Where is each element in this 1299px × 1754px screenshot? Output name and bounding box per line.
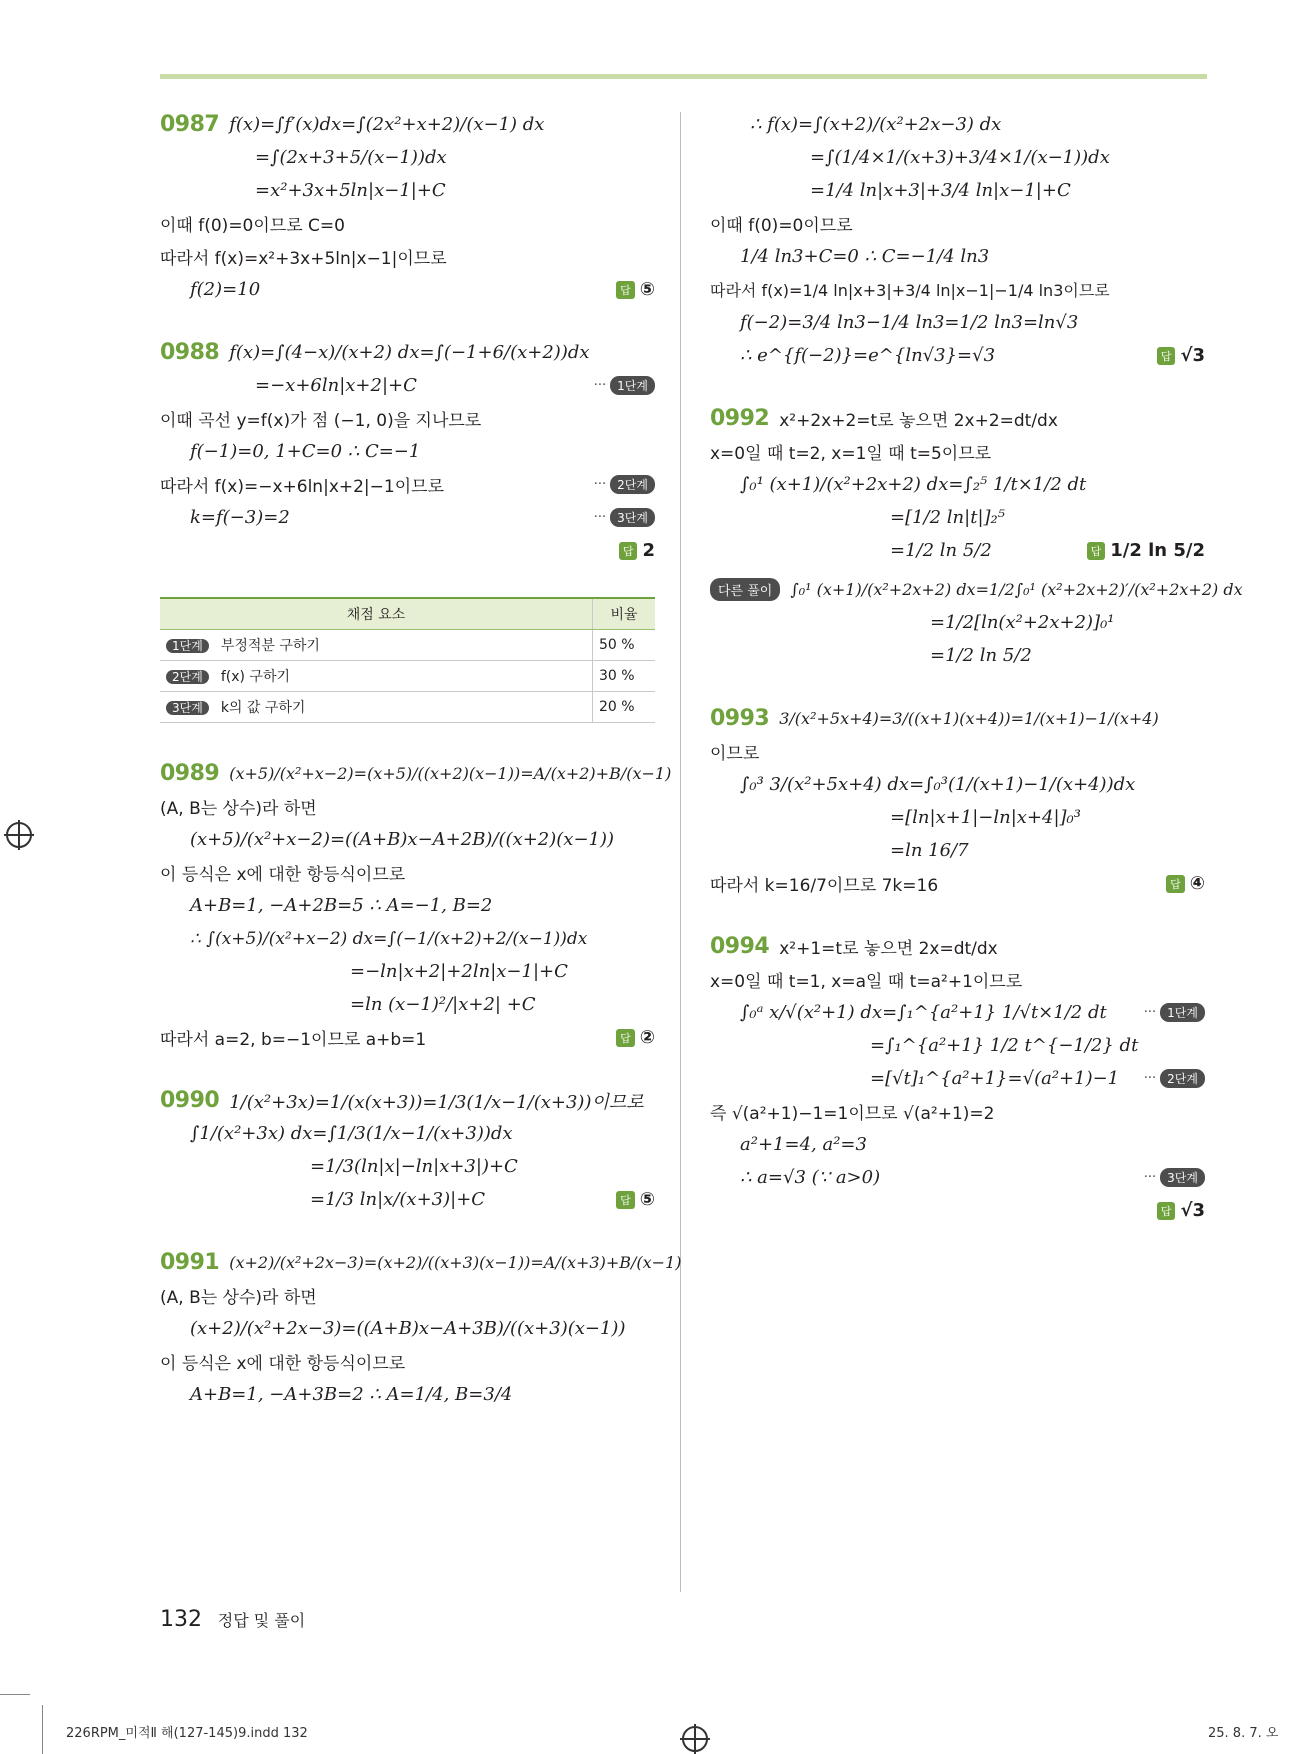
solution-line: 이때 f(0)=0이므로 C=0 bbox=[160, 216, 345, 236]
solution-line: ∫₀¹ (x+1)/(x²+2x+2) dx=1/2∫₀¹ (x²+2x+2)′/(x²+2x+2) dx bbox=[790, 580, 1243, 599]
answer bbox=[616, 1027, 655, 1048]
solution-line: A+B=1, −A+2B=5 ∴ A=−1, B=2 bbox=[190, 895, 493, 916]
table-cell: 30 % bbox=[593, 661, 656, 692]
answer-badge: 답 bbox=[619, 542, 638, 560]
crop-mark bbox=[0, 1694, 30, 1695]
solution-line: ∫₀ᵃ x/√(x²+1) dx=∫₁^{a²+1} 1/√t×1/2 dt bbox=[740, 1002, 1107, 1023]
answer-badge: 답 bbox=[1157, 347, 1176, 365]
right-column bbox=[710, 108, 1243, 1257]
solution-line: =1/2 ln 5/2 bbox=[930, 645, 1032, 666]
solution-line: 1/4 ln3+C=0 ∴ C=−1/4 ln3 bbox=[740, 246, 990, 267]
solution-line: =[ln|x+1|−ln|x+4|]₀³ bbox=[890, 807, 1081, 828]
answer bbox=[1157, 1200, 1205, 1221]
answer-badge: 답 bbox=[1166, 875, 1185, 893]
solution-line: a²+1=4, a²=3 bbox=[740, 1134, 867, 1155]
solution-line: (x+5)/(x²+x−2)=(x+5)/((x+2)(x−1))=A/(x+2)+B/(x−1) bbox=[229, 764, 672, 783]
print-slug-file: 226RPM_미적Ⅱ 해(127-145)9.indd 132 bbox=[66, 1726, 308, 1741]
answer-value: 1/2 ln 5/2 bbox=[1110, 540, 1205, 561]
problem-number: 0988 bbox=[160, 340, 220, 365]
solution-line: x²+2x+2=t로 놓으면 2x+2=dt/dx bbox=[779, 411, 1058, 431]
answer-badge: 답 bbox=[616, 1191, 635, 1209]
solution-line: =−ln|x+2|+2ln|x−1|+C bbox=[350, 961, 568, 982]
scoring-table bbox=[160, 597, 655, 723]
answer-value: ⑤ bbox=[639, 279, 655, 300]
step-marker: ··· 1단계 bbox=[594, 376, 655, 395]
problem-0991-part-1 bbox=[160, 1246, 682, 1411]
solution-line: (x+2)/(x²+2x−3)=((A+B)x−A+3B)/((x+3)(x−1)) bbox=[190, 1318, 626, 1339]
step-pill: 1단계 bbox=[166, 639, 209, 653]
problem-number: 0993 bbox=[710, 706, 770, 731]
crop-mark bbox=[42, 1705, 43, 1754]
problem-0989 bbox=[160, 757, 672, 1054]
solution-line: =∫(2x+3+5/(x−1))dx bbox=[255, 147, 447, 168]
solution-line: (A, B는 상수)라 하면 bbox=[160, 1288, 317, 1308]
problem-0994 bbox=[710, 930, 1205, 1227]
page-number: 132 bbox=[160, 1607, 202, 1632]
problem-number: 0989 bbox=[160, 761, 220, 786]
answer-value: √3 bbox=[1180, 345, 1205, 366]
answer-badge: 답 bbox=[1157, 1202, 1176, 1220]
step-pill: 2단계 bbox=[166, 670, 209, 684]
solution-line: =−x+6ln|x+2|+C bbox=[255, 375, 417, 396]
solution-line: ∴ f(x)=∫(x+2)/(x²+2x−3) dx bbox=[750, 114, 1002, 135]
solution-line: ∴ ∫(x+5)/(x²+x−2) dx=∫(−1/(x+2)+2/(x−1))dx bbox=[190, 928, 588, 949]
solution-line: 이 등식은 x에 대한 항등식이므로 bbox=[160, 865, 406, 885]
solution-line: A+B=1, −A+3B=2 ∴ A=1/4, B=3/4 bbox=[190, 1384, 513, 1405]
alt-solution-badge: 다른 풀이 bbox=[710, 578, 780, 601]
solution-line: =1/3 ln|x/(x+3)|+C bbox=[310, 1189, 486, 1210]
solution-line: =1/2[ln(x²+2x+2)]₀¹ bbox=[930, 612, 1115, 633]
solution-line: ∴ e^{f(−2)}=e^{ln√3}=√3 bbox=[740, 345, 996, 366]
answer bbox=[616, 279, 655, 300]
answer-badge: 답 bbox=[616, 281, 635, 299]
answer-value: ⑤ bbox=[639, 1189, 655, 1210]
print-slug-date: 25. 8. 7. 오 bbox=[1208, 1726, 1279, 1741]
solution-line: ∫₀¹ (x+1)/(x²+2x+2) dx=∫₂⁵ 1/t×1/2 dt bbox=[740, 474, 1087, 495]
solution-line: f(−2)=3/4 ln3−1/4 ln3=1/2 ln3=ln√3 bbox=[740, 312, 1079, 333]
problem-0990 bbox=[160, 1084, 655, 1216]
page-section-title: 정답 및 풀이 bbox=[217, 1611, 306, 1630]
solution-line: f(−1)=0, 1+C=0 ∴ C=−1 bbox=[190, 441, 421, 462]
solution-line: 따라서 k=16/7이므로 7k=16 bbox=[710, 876, 939, 896]
problem-number: 0990 bbox=[160, 1088, 220, 1113]
step-marker: ··· 3단계 bbox=[1144, 1168, 1205, 1187]
table-header: 채점 요소 bbox=[160, 598, 593, 630]
solution-line: 이때 곡선 y=f(x)가 점 (−1, 0)을 지나므로 bbox=[160, 411, 482, 431]
step-marker: ··· 2단계 bbox=[1144, 1069, 1205, 1088]
table-row bbox=[160, 630, 655, 661]
solution-line: =1/4 ln|x+3|+3/4 ln|x−1|+C bbox=[810, 180, 1071, 201]
problem-0992 bbox=[710, 402, 1243, 672]
solution-line: =1/3(ln|x|−ln|x+3|)+C bbox=[310, 1156, 518, 1177]
solution-line: 이 등식은 x에 대한 항등식이므로 bbox=[160, 1354, 406, 1374]
answer-badge: 답 bbox=[616, 1029, 635, 1047]
answer-value: √3 bbox=[1180, 1200, 1205, 1221]
step-pill: 2단계 bbox=[1160, 1069, 1205, 1088]
problem-0988 bbox=[160, 336, 655, 567]
answer bbox=[1157, 345, 1205, 366]
problem-0993 bbox=[710, 702, 1205, 900]
step-marker: ··· 2단계 bbox=[594, 475, 655, 494]
solution-line: (x+5)/(x²+x−2)=((A+B)x−A+2B)/((x+2)(x−1)) bbox=[190, 829, 615, 850]
left-column bbox=[160, 108, 682, 1441]
solution-line: f(x)=∫(4−x)/(x+2) dx=∫(−1+6/(x+2))dx bbox=[229, 342, 590, 363]
solution-line: ∴ a=√3 (∵ a>0) bbox=[740, 1167, 881, 1188]
solution-line: (x+2)/(x²+2x−3)=(x+2)/((x+3)(x−1))=A/(x+3)+B/(x−1) bbox=[229, 1253, 682, 1272]
solution-line: =∫₁^{a²+1} 1/2 t^{−1/2} dt bbox=[870, 1035, 1139, 1056]
solution-line: 즉 √(a²+1)−1=1이므로 √(a²+1)=2 bbox=[710, 1104, 995, 1124]
solution-line: f(x)=∫f′(x)dx=∫(2x²+x+2)/(x−1) dx bbox=[229, 114, 545, 135]
solution-line: x=0일 때 t=2, x=1일 때 t=5이므로 bbox=[710, 444, 992, 464]
step-pill: 3단계 bbox=[166, 701, 209, 715]
problem-number: 0992 bbox=[710, 406, 770, 431]
solution-line: =x²+3x+5ln|x−1|+C bbox=[255, 180, 446, 201]
registration-mark-icon bbox=[682, 1726, 708, 1752]
answer bbox=[1166, 873, 1205, 894]
solution-line: 이때 f(0)=0이므로 bbox=[710, 216, 853, 236]
table-row bbox=[160, 661, 655, 692]
answer-value: ④ bbox=[1189, 873, 1205, 894]
solution-line: 따라서 f(x)=−x+6ln|x+2|−1이므로 bbox=[160, 477, 444, 497]
step-pill: 1단계 bbox=[610, 376, 655, 395]
solution-line: =[1/2 ln|t|]₂⁵ bbox=[890, 507, 1005, 528]
answer bbox=[1087, 540, 1205, 561]
problem-number: 0994 bbox=[710, 934, 770, 959]
problem-number: 0991 bbox=[160, 1250, 220, 1275]
solution-line: k=f(−3)=2 bbox=[190, 507, 290, 528]
step-pill: 3단계 bbox=[610, 508, 655, 527]
solution-line: 1/(x²+3x)=1/(x(x+3))=1/3(1/x−1/(x+3))이므로 bbox=[229, 1091, 644, 1113]
step-pill: 2단계 bbox=[610, 475, 655, 494]
solution-line: (A, B는 상수)라 하면 bbox=[160, 799, 317, 819]
answer bbox=[616, 1189, 655, 1210]
table-cell: f(x) 구하기 bbox=[220, 669, 290, 685]
solution-line: f(2)=10 bbox=[190, 279, 261, 300]
answer bbox=[619, 540, 655, 561]
solution-line: ∫₀³ 3/(x²+5x+4) dx=∫₀³(1/(x+1)−1/(x+4))dx bbox=[740, 774, 1136, 795]
answer-badge: 답 bbox=[1087, 542, 1106, 560]
solution-line: ∫1/(x²+3x) dx=∫1/3(1/x−1/(x+3))dx bbox=[190, 1123, 513, 1144]
solution-line: =1/2 ln 5/2 bbox=[890, 540, 992, 561]
problem-0991-part-2 bbox=[710, 108, 1205, 372]
table-row bbox=[160, 692, 655, 723]
solution-line: 따라서 f(x)=1/4 ln|x+3|+3/4 ln|x−1|−1/4 ln3이므로 bbox=[710, 281, 1110, 300]
solution-line: 따라서 a=2, b=−1이므로 a+b=1 bbox=[160, 1030, 427, 1050]
column-separator bbox=[680, 112, 681, 1592]
solution-line: =ln 16/7 bbox=[890, 840, 969, 861]
table-cell: k의 값 구하기 bbox=[220, 700, 306, 716]
step-pill: 1단계 bbox=[1160, 1003, 1205, 1022]
registration-mark-icon bbox=[6, 822, 32, 848]
step-marker: ··· 1단계 bbox=[1144, 1003, 1205, 1022]
top-rule bbox=[160, 74, 1207, 79]
solution-line: =[√t]₁^{a²+1}=√(a²+1)−1 bbox=[870, 1068, 1120, 1089]
solution-line: x=0일 때 t=1, x=a일 때 t=a²+1이므로 bbox=[710, 972, 1023, 992]
page-footer bbox=[160, 1607, 305, 1632]
problem-0987 bbox=[160, 108, 655, 306]
table-cell: 부정적분 구하기 bbox=[220, 638, 320, 654]
solution-line: =∫(1/4×1/(x+3)+3/4×1/(x−1))dx bbox=[810, 147, 1110, 168]
table-cell: 20 % bbox=[593, 692, 656, 723]
table-cell: 50 % bbox=[593, 630, 656, 661]
answer-value: ② bbox=[639, 1027, 655, 1048]
step-marker: ··· 3단계 bbox=[594, 508, 655, 527]
solution-line: 이므로 bbox=[710, 744, 760, 764]
solution-line: =ln (x−1)²/|x+2| +C bbox=[350, 994, 536, 1015]
solution-line: 3/(x²+5x+4)=3/((x+1)(x+4))=1/(x+1)−1/(x+4) bbox=[779, 709, 1159, 728]
solution-line: x²+1=t로 놓으면 2x=dt/dx bbox=[779, 939, 998, 959]
step-pill: 3단계 bbox=[1160, 1168, 1205, 1187]
solution-line: 따라서 f(x)=x²+3x+5ln|x−1|이므로 bbox=[160, 249, 447, 269]
answer-value: 2 bbox=[642, 540, 655, 561]
problem-number: 0987 bbox=[160, 112, 220, 137]
table-header: 비율 bbox=[593, 598, 656, 630]
